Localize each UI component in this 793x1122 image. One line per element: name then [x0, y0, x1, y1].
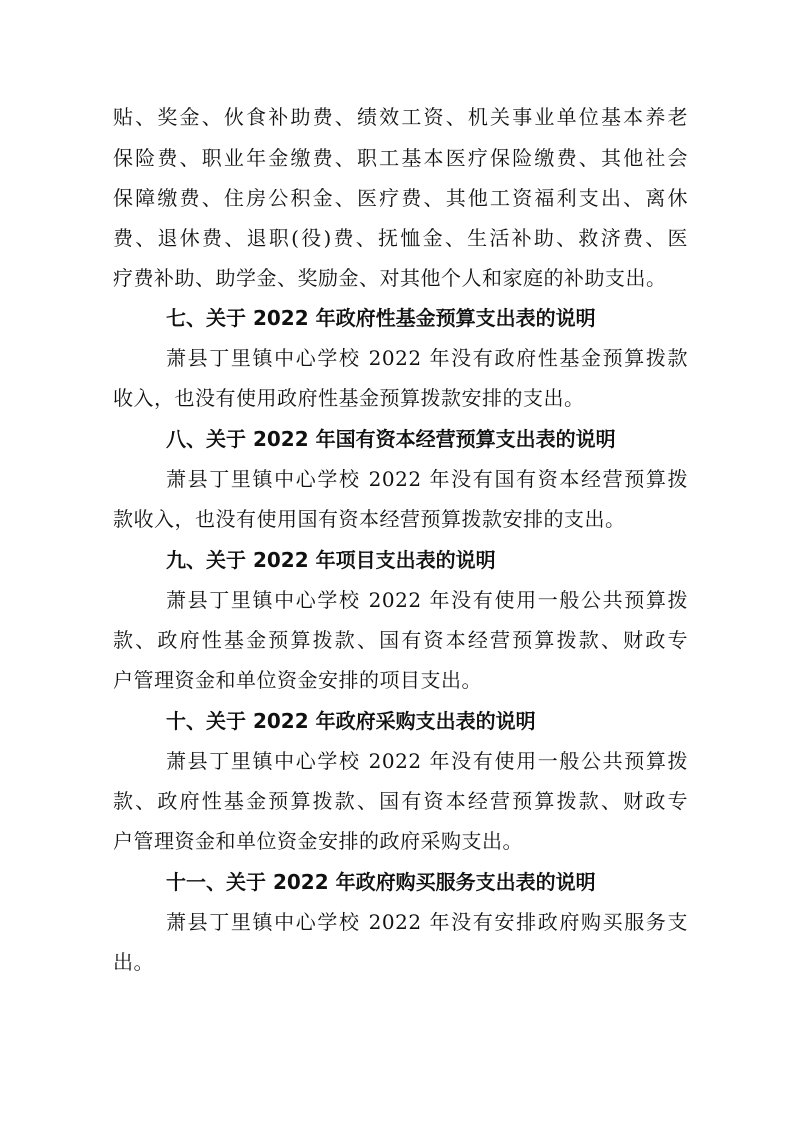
intro-line: 贴、奖金、伙食补助费、绩效工资、机关事业单位基本养老 [113, 105, 688, 129]
section-line: 萧县丁里镇中心学校 2022 年没有使用一般公共预算拨 [166, 588, 688, 612]
section-heading: 十一、关于 2022 年政府购买服务支出表的说明 [166, 870, 596, 894]
section-line: 萧县丁里镇中心学校 2022 年没有政府性基金预算拨款 [166, 346, 688, 370]
section-line: 收入，也没有使用政府性基金预算拨款安排的支出。 [113, 386, 585, 410]
section-line: 款收入，也没有使用国有资本经营预算拨款安排的支出。 [113, 507, 626, 531]
section-heading: 十、关于 2022 年政府采购支出表的说明 [166, 709, 536, 733]
intro-line: 保险费、职业年金缴费、职工基本医疗保险缴费、其他社会 [113, 146, 688, 170]
intro-line: 保障缴费、住房公积金、医疗费、其他工资福利支出、离休 [113, 186, 688, 210]
section-line: 款、政府性基金预算拨款、国有资本经营预算拨款、财政专 [113, 628, 688, 652]
section-line: 出。 [113, 950, 154, 974]
section-line: 萧县丁里镇中心学校 2022 年没有安排政府购买服务支 [166, 910, 688, 934]
section-heading: 九、关于 2022 年项目支出表的说明 [166, 548, 496, 572]
section-line: 萧县丁里镇中心学校 2022 年没有使用一般公共预算拨 [166, 749, 688, 773]
section-heading: 七、关于 2022 年政府性基金预算支出表的说明 [166, 306, 596, 330]
section-line: 萧县丁里镇中心学校 2022 年没有国有资本经营预算拨 [166, 467, 688, 491]
intro-line: 费、退休费、退职(役)费、抚恤金、生活补助、救济费、医 [113, 226, 688, 250]
section-line: 户管理资金和单位资金安排的项目支出。 [113, 668, 482, 692]
section-heading: 八、关于 2022 年国有资本经营预算支出表的说明 [166, 427, 616, 451]
section-line: 户管理资金和单位资金安排的政府采购支出。 [113, 829, 523, 853]
intro-line: 疗费补助、助学金、奖励金、对其他个人和家庭的补助支出。 [113, 266, 667, 290]
section-line: 款、政府性基金预算拨款、国有资本经营预算拨款、财政专 [113, 789, 688, 813]
